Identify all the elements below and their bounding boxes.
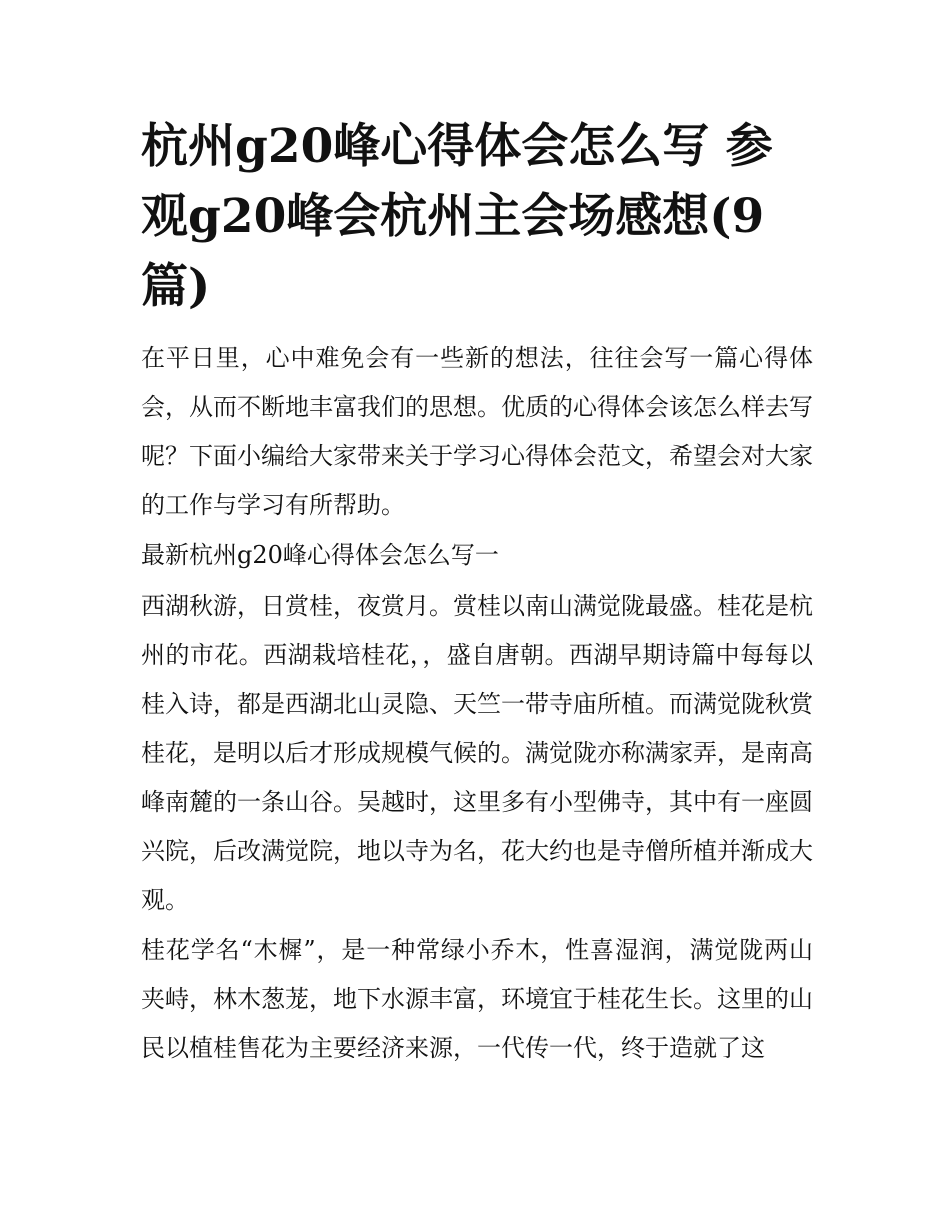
body-paragraph-2: 桂花学名“木樨”，是一种常绿小乔木，性喜湿润，满觉陇两山夹峙，林木葱茏，地下水源丰富，环境宜于桂花生长。这里的山民以植桂售花为主要经济来源，一代传一代，终于造就了这 <box>141 936 813 1062</box>
document-page <box>141 112 813 1074</box>
document-body <box>141 334 813 1073</box>
section-heading: 最新杭州g20峰心得体会怎么写一 <box>141 541 499 569</box>
document-title: 杭州g20峰心得体会怎么写 参观g20峰会杭州主会场感想(9篇) <box>141 119 773 314</box>
body-paragraph-1: 西湖秋游，日赏桂，夜赏月。赏桂以南山满觉陇最盛。桂花是杭州的市花。西湖栽培桂花，，盛自唐朝。西湖早期诗篇中每每以桂入诗，都是西湖北山灵隐、天竺一带寺庙所植。而满觉陇秋赏桂花，是明以后才形成规模气候的。满觉陇亦称满家弄，是南高峰南麓的一条山谷。吴越时，这里多有小型佛寺，其中有一座圆兴院，后改满觉院，地以寺为名，花大约也是寺僧所植并渐成大观。 <box>141 592 813 914</box>
intro-paragraph: 在平日里，心中难免会有一些新的想法，往往会写一篇心得体会，从而不断地丰富我们的思想。优质的心得体会该怎么样去写呢？下面小编给大家带来关于学习心得体会范文，希望会对大家的工作与学习有所帮助。 <box>141 344 813 519</box>
